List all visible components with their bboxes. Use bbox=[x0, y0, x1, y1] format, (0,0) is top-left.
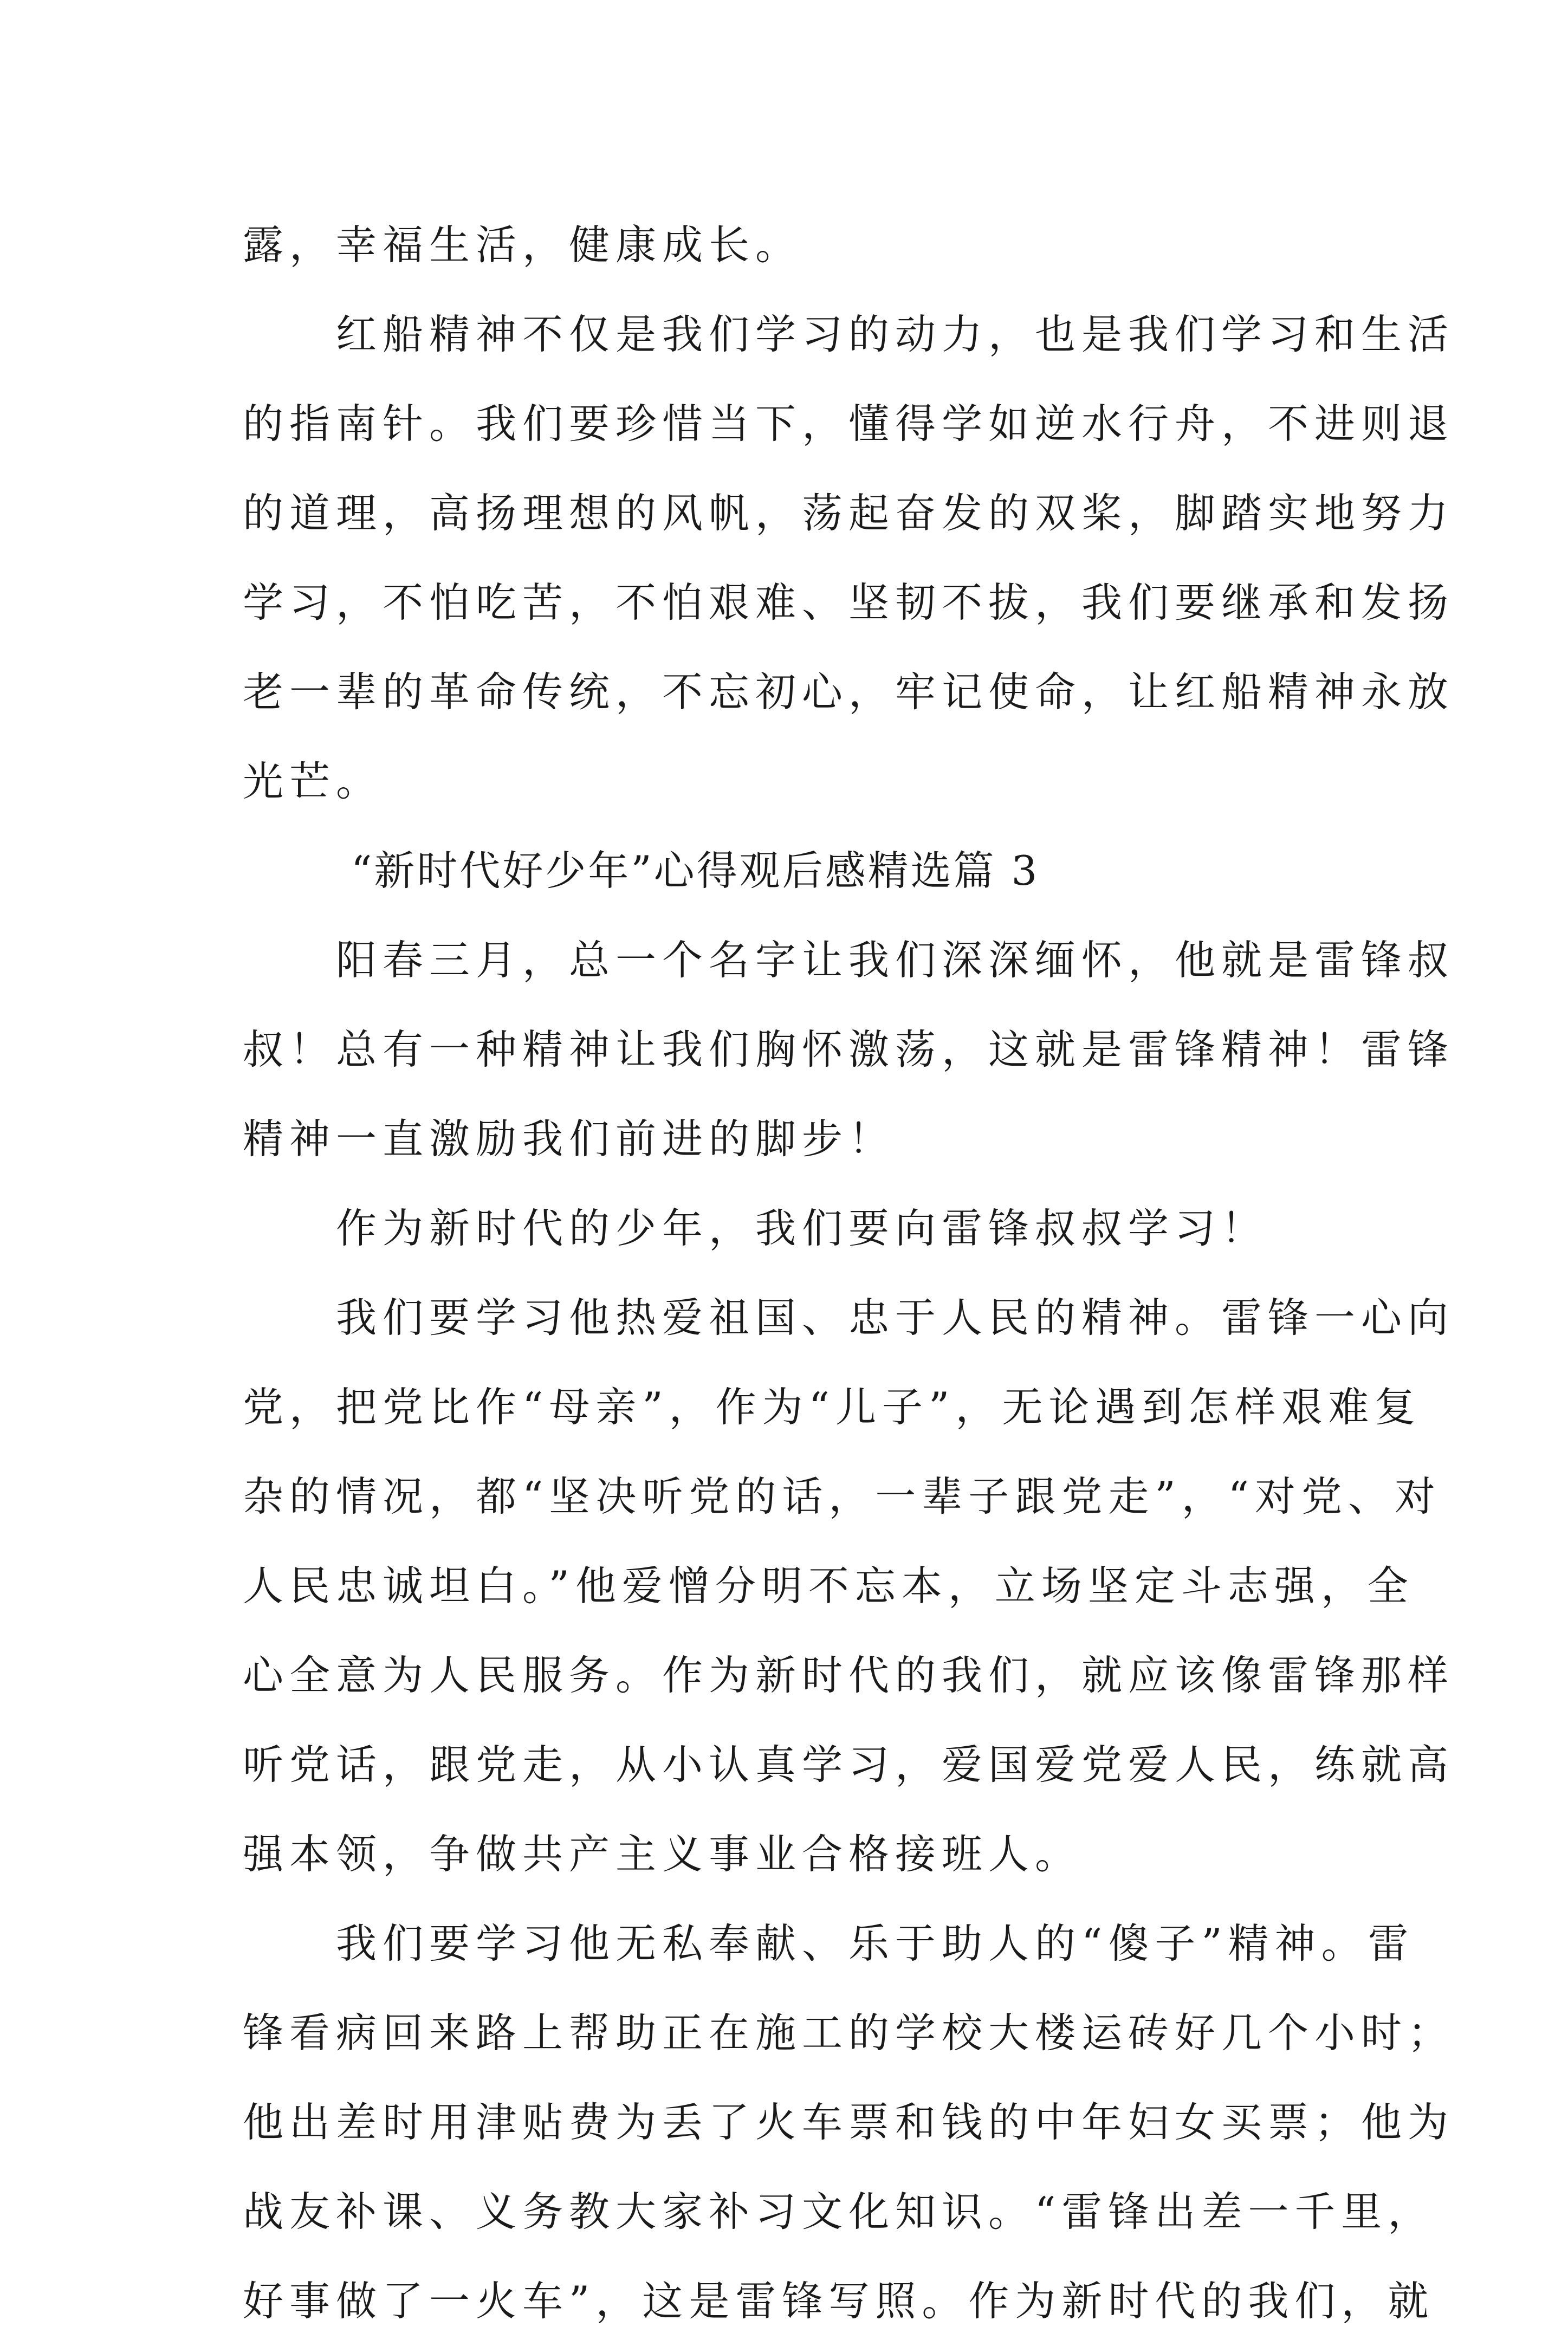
paragraph-learn-from-lei-feng bbox=[243, 1184, 1340, 1273]
text-line: 我们要学习他热爱祖国、忠于人民的精神。雷锋一心向 bbox=[336, 1294, 1455, 1342]
text-line: 听党话，跟党走，从小认真学习，爱国爱党爱人民，练就高 bbox=[243, 1741, 1455, 1788]
text-line: 人民忠诚坦白。”他爱憎分明不忘本，立场坚定斗志强，全 bbox=[243, 1562, 1414, 1610]
document-body bbox=[243, 200, 1455, 2346]
text-line: 叔！总有一种精神让我们胸怀激荡，这就是雷锋精神！雷锋 bbox=[243, 1026, 1455, 1073]
text-line: 老一辈的革命传统，不忘初心，牢记使命，让红船精神永放 bbox=[243, 668, 1455, 716]
paragraph-red-boat-spirit bbox=[243, 290, 1455, 826]
text-line: 学习，不怕吃苦，不怕艰难、坚韧不拔，我们要继承和发扬 bbox=[243, 579, 1455, 626]
text-line: 锋看病回来路上帮助正在施工的学校大楼运砖好几个小时； bbox=[243, 2009, 1455, 2057]
text-line: 阳春三月，总一个名字让我们深深缅怀，他就是雷锋叔 bbox=[336, 936, 1455, 984]
paragraph-love-country bbox=[243, 1273, 1455, 1899]
text-line: 红船精神不仅是我们学习的动力，也是我们学习和生活 bbox=[336, 310, 1455, 358]
text-line: 的指南针。我们要珍惜当下，懂得学如逆水行舟，不进则退 bbox=[243, 400, 1455, 448]
text-line: 战友补课、义务教大家补习文化知识。“雷锋出差一千里， bbox=[243, 2188, 1435, 2235]
text-line: 杂的情况，都“坚决听党的话，一辈子跟党走”，“对党、对 bbox=[243, 1473, 1442, 1520]
paragraph-continuation bbox=[243, 200, 1340, 290]
text-line: 我们要学习他无私奉献、乐于助人的“傻子”精神。雷 bbox=[336, 1920, 1415, 1967]
text-line: 他出差时用津贴费为丢了火车票和钱的中年妇女买票；他为 bbox=[243, 2098, 1455, 2146]
text-line: 露，幸福生活，健康成长。 bbox=[243, 221, 802, 269]
text-line: 心全意为人民服务。作为新时代的我们，就应该像雷锋那样 bbox=[243, 1651, 1455, 1699]
text-line: 作为新时代的少年，我们要向雷锋叔叔学习！ bbox=[336, 1204, 1268, 1252]
paragraph-selfless-dedication bbox=[243, 1899, 1455, 2346]
text-line: 的道理，高扬理想的风帆，荡起奋发的双桨，脚踏实地努力 bbox=[243, 489, 1455, 537]
text-line: 党，把党比作“母亲”，作为“儿子”，无论遇到怎样艰难复 bbox=[243, 1383, 1422, 1431]
text-line: 好事做了一火车”，这是雷锋写照。作为新时代的我们，就 bbox=[243, 2277, 1435, 2325]
paragraph-lei-feng-intro bbox=[243, 916, 1455, 1184]
text-line: 光芒。 bbox=[243, 757, 383, 805]
text-line: 精神一直激励我们前进的脚步！ bbox=[243, 1115, 896, 1163]
text-line: 强本领，争做共产主义事业合格接班人。 bbox=[243, 1830, 1082, 1878]
section-heading: “新时代好少年”心得观后感精选篇 3 bbox=[351, 847, 1040, 895]
